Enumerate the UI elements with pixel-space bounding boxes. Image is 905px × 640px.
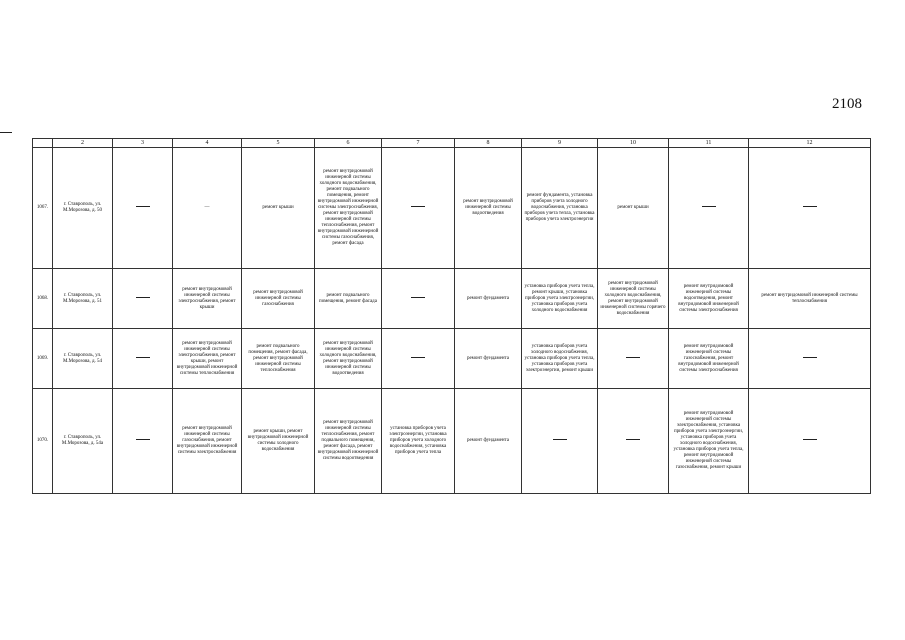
cell-col-8: ремонт внутридомовой инженерной системы водоотведения: [455, 148, 522, 269]
dash-mark: [702, 206, 716, 207]
header-col-6: 6: [315, 139, 382, 148]
row-address: г. Ставрополь, ул. М.Морозова, д. 54а: [53, 389, 113, 494]
dash-mark: [136, 297, 150, 298]
cell-col-4: ремонт внутридомовой инженерной системы электроснабжения, ремонт крыши, ремонт внутридомовой инженерной системы теплоснабжения: [173, 329, 242, 389]
header-col-1: [33, 139, 53, 148]
cell-col-10: ремонт внутридомовой инженерной системы холодного водоснабжения, ремонт внутридомовой инженерной системы горячего водоснабжения: [598, 269, 669, 329]
header-row: [33, 139, 871, 148]
table-row: [33, 329, 871, 389]
cell-col-5: ремонт внутридомовой инженерной системы газоснабжения: [242, 269, 315, 329]
cell-col-5: ремонт крыши, ремонт внутридомовой инженерной системы холодного водоснабжения: [242, 389, 315, 494]
cell-col-8: ремонт фундамента: [455, 389, 522, 494]
dash-mark: [803, 357, 817, 358]
header-col-9: 9: [522, 139, 598, 148]
dash-mark: [411, 297, 425, 298]
cell-col-4: ремонт внутридомовой инженерной системы газоснабжения, ремонт внутридомовой инженерной системы электроснабжения: [173, 389, 242, 494]
cell-col-6: ремонт внутридомовой инженерной системы теплоснабжения, ремонт подвального помещения, ремонт фасада, ремонт внутридомовой инженерной системы водоотведения: [315, 389, 382, 494]
cell-col-3: [113, 329, 173, 389]
row-number: 1067.: [33, 148, 53, 269]
table-row: [33, 389, 871, 494]
dash-mark: [411, 357, 425, 358]
row-number: 1068.: [33, 269, 53, 329]
header-col-4: 4: [173, 139, 242, 148]
header-col-8: 8: [455, 139, 522, 148]
cell-col-6: ремонт внутридомовой инженерной системы холодного водоснабжения, ремонт подвального помещения, ремонт внутридомовой инженерной системы электроснабжения, ремонт внутридомовой инженерной системы теплоснабжения, ремонт внутридомовой инженерной системы газоснабжения, ремонт фасада: [315, 148, 382, 269]
cell-col-7: [382, 329, 455, 389]
cell-col-11: ремонт внутридомовой инженерной системы газоснабжения, ремонт внутридомовой инженерной системы электроснабжения: [669, 329, 749, 389]
cell-col-6: ремонт внутридомовой инженерной системы холодного водоснабжения, ремонт внутридомовой инженерной системы водоотведения: [315, 329, 382, 389]
header-col-11: 11: [669, 139, 749, 148]
cell-col-4: —: [173, 148, 242, 269]
cell-col-12: ремонт внутридомовой инженерной системы теплоснабжения: [749, 269, 871, 329]
cell-col-8: ремонт фундамента: [455, 329, 522, 389]
cell-col-9: ремонт фундамента, установка приборов учета холодного водоснабжения, установка приборов учета тепла, установка приборов учета электроэнергии: [522, 148, 598, 269]
row-address: г. Ставрополь, ул. М.Морозова, д. 50: [53, 148, 113, 269]
dash-mark: [136, 357, 150, 358]
dash-mark: [136, 439, 150, 440]
row-address: г. Ставрополь, ул. М.Морозова, д. 54: [53, 329, 113, 389]
header-col-2: 2: [53, 139, 113, 148]
cell-col-4: ремонт внутридомовой инженерной системы электроснабжения, ремонт крыши: [173, 269, 242, 329]
cell-col-12: [749, 329, 871, 389]
table-row: [33, 269, 871, 329]
margin-mark: [0, 132, 12, 133]
cell-col-7: [382, 269, 455, 329]
cell-col-3: [113, 269, 173, 329]
repair-schedule-table: [32, 138, 871, 494]
cell-col-9: установка приборов учета холодного водоснабжения, установка приборов учета тепла, установка приборов учета электроэнергии, ремонт крыши: [522, 329, 598, 389]
dash-mark: [803, 206, 817, 207]
cell-col-7: [382, 148, 455, 269]
cell-col-3: [113, 148, 173, 269]
cell-col-11: ремонт внутридомовой инженерной системы водоотведения, ремонт внутридомовой инженерной системы электроснабжения: [669, 269, 749, 329]
cell-col-11: ремонт внутридомовой инженерной системы электроснабжения, установка приборов учета электроэнергии, установка приборов учета холодного водоснабжения, установка приборов учета тепла, ремонт внутридомовой инженерной системы газоснабжения, ремонт крыши: [669, 389, 749, 494]
dash-mark: [626, 439, 640, 440]
cell-col-11: [669, 148, 749, 269]
dash-mark: [803, 439, 817, 440]
header-col-5: 5: [242, 139, 315, 148]
row-number: 1069.: [33, 329, 53, 389]
header-col-10: 10: [598, 139, 669, 148]
cell-col-3: [113, 389, 173, 494]
header-col-7: 7: [382, 139, 455, 148]
cell-col-7: установка приборов учета электроэнергии, установка приборов учета холодного водоснабжения, установка приборов учета тепла: [382, 389, 455, 494]
cell-col-9: установка приборов учета тепла, ремонт крыши, установка приборов учета электроэнергии, установка приборов учета холодного водоснабжения: [522, 269, 598, 329]
cell-col-8: ремонт фундамента: [455, 269, 522, 329]
table-row: [33, 148, 871, 269]
row-number: 1070.: [33, 389, 53, 494]
dash-mark: [626, 357, 640, 358]
cell-col-6: ремонт подвального помещения, ремонт фасада: [315, 269, 382, 329]
header-col-3: 3: [113, 139, 173, 148]
dash-mark: [553, 439, 567, 440]
cell-col-9: [522, 389, 598, 494]
cell-col-5: ремонт крыши: [242, 148, 315, 269]
row-address: г. Ставрополь, ул. М.Морозова, д. 51: [53, 269, 113, 329]
cell-col-10: ремонт крыши: [598, 148, 669, 269]
dash-mark: [411, 206, 425, 207]
cell-col-5: ремонт подвального помещения, ремонт фасада, ремонт внутридомовой инженерной системы теплоснабжения: [242, 329, 315, 389]
cell-col-12: [749, 148, 871, 269]
header-col-12: 12: [749, 139, 871, 148]
cell-col-10: [598, 389, 669, 494]
dash-mark: [136, 206, 150, 207]
page-number: 2108: [832, 96, 862, 112]
cell-col-12: [749, 389, 871, 494]
cell-col-10: [598, 329, 669, 389]
